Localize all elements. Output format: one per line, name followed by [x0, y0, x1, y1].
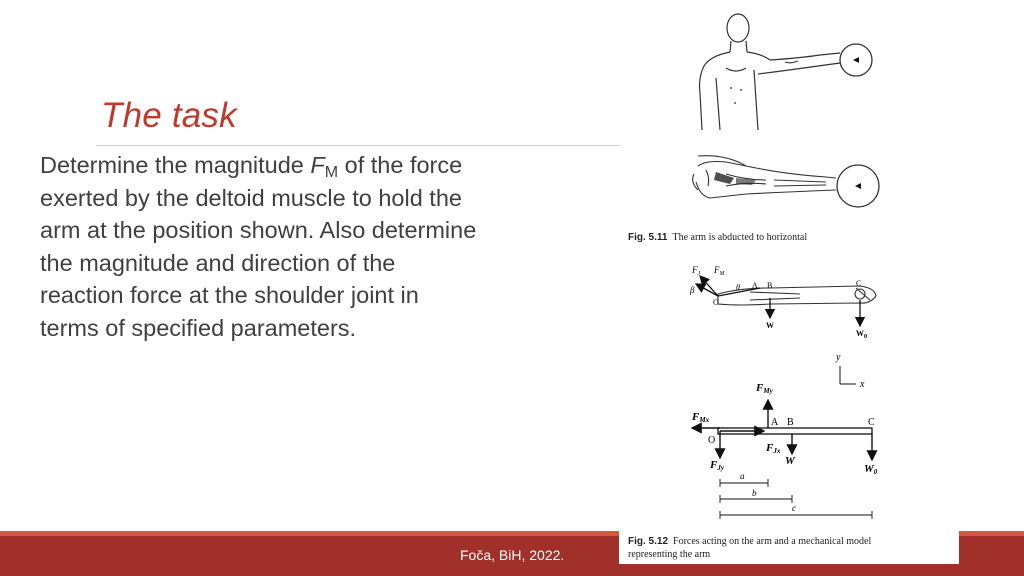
task-text-part1: Determine the magnitude: [40, 152, 311, 178]
figure-5-11-person: [690, 8, 900, 133]
label-w0-top: $W_0$: [856, 329, 867, 340]
fig-5-12-caption-line1: Forces acting on the arm and a mechanical model: [673, 536, 872, 547]
footer-text: Foča, BiH, 2022.: [460, 547, 565, 563]
dim-b-label: b: [752, 488, 757, 498]
label-fjx: FJx: [766, 442, 781, 455]
label-beta: β: [690, 285, 695, 295]
axis-x-label: x: [860, 379, 865, 390]
force-symbol: F: [310, 152, 325, 178]
label-theta: θ: [736, 283, 740, 292]
title-divider: [96, 145, 620, 146]
figure-5-12-diagram: [680, 258, 900, 523]
label-w-model: W: [785, 455, 795, 467]
fig-5-12-caption-box: [619, 531, 959, 564]
label-b-model: B: [787, 417, 794, 428]
task-text-part2: of the force exerted by the deltoid muscle to hold the arm at the position shown. Also determine the magnitude and direction of the reaction force at the shoulder joint in terms of specified parameters.: [40, 152, 477, 341]
label-c-model: C: [868, 417, 875, 428]
label-fmy: FMy: [756, 382, 773, 395]
label-a-top: A: [752, 281, 758, 290]
fig-5-11-caption-text: The arm is abducted to horizontal: [672, 232, 808, 243]
figure-5-11-arm-anatomy: [686, 152, 886, 224]
fig-5-11-caption: [628, 231, 908, 244]
force-subscript: M: [324, 164, 339, 181]
label-fjy: FJy: [710, 459, 724, 472]
label-c-top: C: [856, 279, 862, 288]
label-fj-top: $F_J$: [692, 265, 701, 277]
dim-a-label: a: [740, 471, 745, 481]
fig-5-12-label: Fig. 5.12: [628, 536, 669, 547]
label-o-top: O: [713, 298, 719, 307]
label-a-model: A: [771, 417, 779, 428]
label-w0-model: W0: [864, 463, 878, 476]
label-b-top: B: [767, 281, 773, 290]
fig-5-11-label: Fig. 5.11: [628, 232, 668, 243]
label-w-top: W: [766, 321, 774, 330]
label-fm-top: $F_M$: [714, 265, 725, 277]
task-description: [40, 149, 480, 344]
label-fmx: FMx: [692, 411, 710, 424]
slide-title: The task: [101, 96, 237, 135]
axis-y-label: y: [836, 352, 841, 363]
fig-5-12-caption: [628, 535, 958, 561]
fig-5-12-caption-line2: representing the arm: [628, 549, 711, 560]
dim-c-label: c: [792, 503, 796, 513]
label-o-model: O: [708, 435, 716, 446]
